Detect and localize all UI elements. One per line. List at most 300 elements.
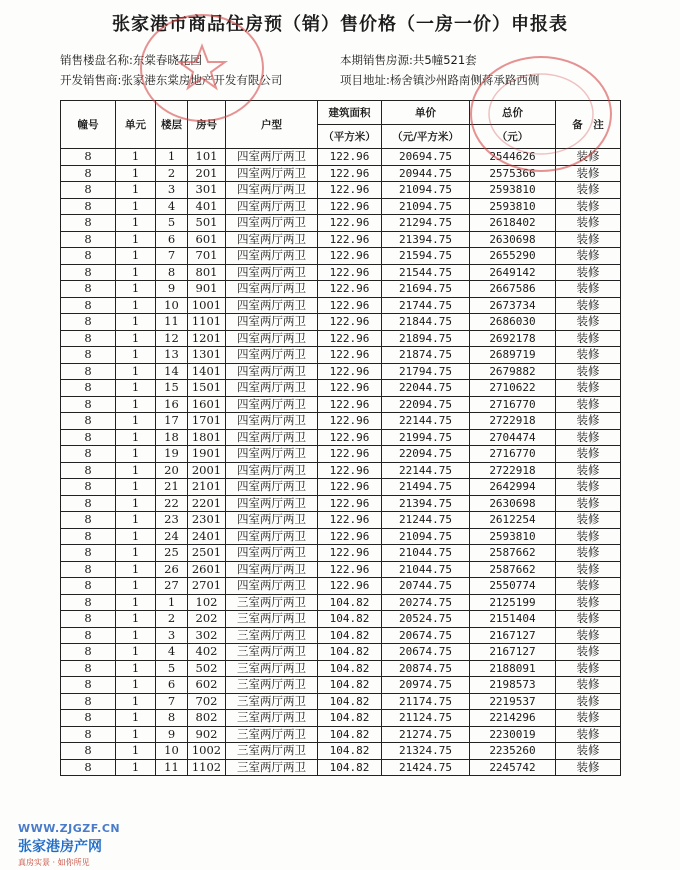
cell-total: 2704474	[470, 429, 556, 446]
cell-price: 22094.75	[382, 446, 470, 463]
cell-unit: 1	[116, 281, 156, 298]
table-row	[61, 677, 621, 694]
cell-area: 122.96	[318, 264, 382, 281]
table-row	[61, 363, 621, 380]
cell-layout: 三室两厅两卫	[226, 743, 318, 760]
cell-building: 8	[61, 165, 116, 182]
cell-price: 21744.75	[382, 297, 470, 314]
header-unit: 单元	[116, 101, 156, 149]
cell-building: 8	[61, 495, 116, 512]
table-row	[61, 693, 621, 710]
cell-room: 1001	[188, 297, 226, 314]
cell-building: 8	[61, 462, 116, 479]
project-name-line	[60, 52, 202, 68]
cell-area: 122.96	[318, 198, 382, 215]
cell-area: 122.96	[318, 248, 382, 265]
cell-floor: 2	[156, 611, 188, 628]
cell-layout: 四室两厅两卫	[226, 578, 318, 595]
cell-price: 20274.75	[382, 594, 470, 611]
cell-unit: 1	[116, 314, 156, 331]
table-row	[61, 611, 621, 628]
cell-room: 2601	[188, 561, 226, 578]
cell-price: 21794.75	[382, 363, 470, 380]
cell-layout: 四室两厅两卫	[226, 198, 318, 215]
cell-layout: 四室两厅两卫	[226, 495, 318, 512]
cell-total: 2167127	[470, 627, 556, 644]
cell-building: 8	[61, 363, 116, 380]
cell-area: 122.96	[318, 182, 382, 199]
cell-floor: 9	[156, 281, 188, 298]
cell-total: 2544626	[470, 149, 556, 166]
cell-total: 2655290	[470, 248, 556, 265]
cell-room: 1002	[188, 743, 226, 760]
cell-floor: 27	[156, 578, 188, 595]
cell-layout: 三室两厅两卫	[226, 611, 318, 628]
table-row	[61, 347, 621, 364]
table-row	[61, 149, 621, 166]
cell-total: 2692178	[470, 330, 556, 347]
cell-floor: 7	[156, 248, 188, 265]
cell-room: 702	[188, 693, 226, 710]
cell-building: 8	[61, 215, 116, 232]
cell-floor: 10	[156, 297, 188, 314]
cell-total: 2612254	[470, 512, 556, 529]
cell-unit: 1	[116, 710, 156, 727]
cell-remark: 装修	[556, 578, 621, 595]
cell-room: 301	[188, 182, 226, 199]
cell-price: 22144.75	[382, 462, 470, 479]
cell-area: 104.82	[318, 644, 382, 661]
cell-room: 201	[188, 165, 226, 182]
cell-remark: 装修	[556, 677, 621, 694]
cell-area: 122.96	[318, 528, 382, 545]
table-row	[61, 660, 621, 677]
cell-unit: 1	[116, 446, 156, 463]
cell-room: 1601	[188, 396, 226, 413]
cell-unit: 1	[116, 149, 156, 166]
cell-price: 22144.75	[382, 413, 470, 430]
table-row	[61, 528, 621, 545]
cell-building: 8	[61, 561, 116, 578]
cell-building: 8	[61, 396, 116, 413]
cell-remark: 装修	[556, 297, 621, 314]
cell-room: 602	[188, 677, 226, 694]
cell-price: 20944.75	[382, 165, 470, 182]
cell-floor: 1	[156, 149, 188, 166]
cell-unit: 1	[116, 248, 156, 265]
cell-floor: 6	[156, 677, 188, 694]
cell-unit: 1	[116, 660, 156, 677]
cell-room: 601	[188, 231, 226, 248]
table-row	[61, 578, 621, 595]
cell-remark: 装修	[556, 743, 621, 760]
cell-floor: 17	[156, 413, 188, 430]
address-value: 杨舍镇沙州路南侧蒋承路西侧	[389, 73, 540, 87]
header-layout: 户型	[226, 101, 318, 149]
cell-layout: 四室两厅两卫	[226, 248, 318, 265]
cell-building: 8	[61, 248, 116, 265]
cell-floor: 3	[156, 627, 188, 644]
cell-layout: 三室两厅两卫	[226, 644, 318, 661]
cell-floor: 21	[156, 479, 188, 496]
table-row	[61, 545, 621, 562]
cell-remark: 装修	[556, 512, 621, 529]
table-row	[61, 429, 621, 446]
cell-unit: 1	[116, 644, 156, 661]
cell-layout: 四室两厅两卫	[226, 165, 318, 182]
cell-price: 21324.75	[382, 743, 470, 760]
cell-building: 8	[61, 429, 116, 446]
cell-total: 2667586	[470, 281, 556, 298]
cell-room: 101	[188, 149, 226, 166]
cell-layout: 三室两厅两卫	[226, 660, 318, 677]
cell-remark: 装修	[556, 347, 621, 364]
cell-remark: 装修	[556, 710, 621, 727]
cell-building: 8	[61, 578, 116, 595]
cell-building: 8	[61, 743, 116, 760]
cell-area: 104.82	[318, 594, 382, 611]
cell-area: 104.82	[318, 743, 382, 760]
watermark-slogan: 真房实景 · 如你所见	[18, 858, 90, 867]
cell-building: 8	[61, 297, 116, 314]
price-table	[60, 100, 621, 776]
cell-floor: 5	[156, 660, 188, 677]
cell-building: 8	[61, 545, 116, 562]
cell-building: 8	[61, 380, 116, 397]
cell-layout: 三室两厅两卫	[226, 627, 318, 644]
cell-layout: 四室两厅两卫	[226, 330, 318, 347]
cell-unit: 1	[116, 545, 156, 562]
cell-unit: 1	[116, 182, 156, 199]
cell-floor: 25	[156, 545, 188, 562]
cell-area: 122.96	[318, 363, 382, 380]
table-row	[61, 215, 621, 232]
cell-area: 122.96	[318, 281, 382, 298]
cell-area: 104.82	[318, 726, 382, 743]
cell-area: 104.82	[318, 710, 382, 727]
cell-total: 2689719	[470, 347, 556, 364]
cell-building: 8	[61, 314, 116, 331]
batch-label: 本期销售房源:	[340, 53, 413, 67]
cell-area: 122.96	[318, 578, 382, 595]
cell-room: 1401	[188, 363, 226, 380]
cell-area: 122.96	[318, 231, 382, 248]
cell-area: 122.96	[318, 330, 382, 347]
table-row	[61, 165, 621, 182]
cell-total: 2630698	[470, 231, 556, 248]
header-area: 建筑面积	[318, 101, 382, 125]
cell-room: 701	[188, 248, 226, 265]
cell-price: 21094.75	[382, 182, 470, 199]
cell-total: 2167127	[470, 644, 556, 661]
cell-unit: 1	[116, 231, 156, 248]
cell-floor: 12	[156, 330, 188, 347]
cell-building: 8	[61, 512, 116, 529]
cell-room: 802	[188, 710, 226, 727]
cell-remark: 装修	[556, 627, 621, 644]
cell-price: 21894.75	[382, 330, 470, 347]
address-label: 项目地址:	[340, 73, 390, 87]
cell-unit: 1	[116, 693, 156, 710]
cell-layout: 四室两厅两卫	[226, 297, 318, 314]
cell-area: 104.82	[318, 627, 382, 644]
cell-price: 20674.75	[382, 644, 470, 661]
cell-floor: 13	[156, 347, 188, 364]
cell-total: 2230019	[470, 726, 556, 743]
cell-building: 8	[61, 413, 116, 430]
cell-remark: 装修	[556, 545, 621, 562]
cell-area: 122.96	[318, 429, 382, 446]
cell-layout: 四室两厅两卫	[226, 314, 318, 331]
cell-layout: 四室两厅两卫	[226, 149, 318, 166]
cell-layout: 四室两厅两卫	[226, 363, 318, 380]
header-building: 幢号	[61, 101, 116, 149]
cell-room: 2401	[188, 528, 226, 545]
table-row	[61, 644, 621, 661]
cell-area: 122.96	[318, 297, 382, 314]
cell-room: 1701	[188, 413, 226, 430]
cell-layout: 四室两厅两卫	[226, 462, 318, 479]
cell-remark: 装修	[556, 396, 621, 413]
table-row	[61, 413, 621, 430]
cell-remark: 装修	[556, 281, 621, 298]
cell-area: 122.96	[318, 215, 382, 232]
cell-floor: 14	[156, 363, 188, 380]
cell-floor: 9	[156, 726, 188, 743]
cell-total: 2649142	[470, 264, 556, 281]
cell-total: 2198573	[470, 677, 556, 694]
cell-price: 21124.75	[382, 710, 470, 727]
cell-floor: 18	[156, 429, 188, 446]
cell-price: 20744.75	[382, 578, 470, 595]
cell-building: 8	[61, 594, 116, 611]
cell-floor: 20	[156, 462, 188, 479]
cell-room: 1901	[188, 446, 226, 463]
cell-total: 2716770	[470, 396, 556, 413]
table-row	[61, 446, 621, 463]
cell-total: 2686030	[470, 314, 556, 331]
table-row	[61, 627, 621, 644]
cell-building: 8	[61, 693, 116, 710]
cell-remark: 装修	[556, 726, 621, 743]
cell-remark: 装修	[556, 215, 621, 232]
cell-total: 2679882	[470, 363, 556, 380]
cell-unit: 1	[116, 297, 156, 314]
cell-price: 21994.75	[382, 429, 470, 446]
cell-room: 501	[188, 215, 226, 232]
cell-room: 502	[188, 660, 226, 677]
cell-remark: 装修	[556, 149, 621, 166]
cell-price: 22094.75	[382, 396, 470, 413]
table-row	[61, 462, 621, 479]
cell-layout: 四室两厅两卫	[226, 396, 318, 413]
cell-total: 2587662	[470, 545, 556, 562]
table-row	[61, 710, 621, 727]
cell-room: 2001	[188, 462, 226, 479]
header-remark: 备 注	[556, 101, 621, 149]
cell-area: 122.96	[318, 314, 382, 331]
table-row	[61, 231, 621, 248]
cell-floor: 5	[156, 215, 188, 232]
cell-remark: 装修	[556, 759, 621, 776]
cell-area: 122.96	[318, 347, 382, 364]
cell-area: 104.82	[318, 693, 382, 710]
cell-layout: 四室两厅两卫	[226, 413, 318, 430]
table-header	[61, 101, 621, 149]
cell-remark: 装修	[556, 611, 621, 628]
cell-price: 21294.75	[382, 215, 470, 232]
table-row	[61, 330, 621, 347]
table-row	[61, 281, 621, 298]
cell-remark: 装修	[556, 594, 621, 611]
cell-total: 2125199	[470, 594, 556, 611]
cell-total: 2550774	[470, 578, 556, 595]
cell-remark: 装修	[556, 429, 621, 446]
cell-floor: 10	[156, 743, 188, 760]
table-row	[61, 198, 621, 215]
cell-area: 122.96	[318, 165, 382, 182]
cell-unit: 1	[116, 429, 156, 446]
cell-room: 1101	[188, 314, 226, 331]
table-row	[61, 380, 621, 397]
cell-room: 901	[188, 281, 226, 298]
cell-price: 21874.75	[382, 347, 470, 364]
cell-building: 8	[61, 611, 116, 628]
cell-building: 8	[61, 677, 116, 694]
cell-unit: 1	[116, 363, 156, 380]
cell-layout: 四室两厅两卫	[226, 561, 318, 578]
cell-price: 21494.75	[382, 479, 470, 496]
cell-room: 2701	[188, 578, 226, 595]
cell-building: 8	[61, 149, 116, 166]
cell-unit: 1	[116, 528, 156, 545]
cell-area: 104.82	[318, 611, 382, 628]
cell-floor: 4	[156, 198, 188, 215]
cell-price: 21394.75	[382, 495, 470, 512]
cell-total: 2593810	[470, 182, 556, 199]
batch-value: 共5幢521套	[412, 53, 477, 67]
cell-price: 21044.75	[382, 561, 470, 578]
cell-remark: 装修	[556, 182, 621, 199]
cell-building: 8	[61, 231, 116, 248]
header-price: 单价	[382, 101, 470, 125]
header-floor: 楼层	[156, 101, 188, 149]
cell-floor: 4	[156, 644, 188, 661]
cell-floor: 8	[156, 264, 188, 281]
cell-total: 2245742	[470, 759, 556, 776]
cell-room: 1301	[188, 347, 226, 364]
cell-floor: 8	[156, 710, 188, 727]
cell-unit: 1	[116, 347, 156, 364]
cell-total: 2219537	[470, 693, 556, 710]
cell-unit: 1	[116, 198, 156, 215]
cell-unit: 1	[116, 561, 156, 578]
cell-room: 1201	[188, 330, 226, 347]
cell-total: 2235260	[470, 743, 556, 760]
cell-remark: 装修	[556, 264, 621, 281]
cell-remark: 装修	[556, 528, 621, 545]
watermark-site: WWW.ZJGZF.CN	[18, 822, 121, 835]
cell-building: 8	[61, 198, 116, 215]
cell-building: 8	[61, 330, 116, 347]
cell-unit: 1	[116, 264, 156, 281]
cell-unit: 1	[116, 627, 156, 644]
table-row	[61, 495, 621, 512]
cell-building: 8	[61, 446, 116, 463]
cell-building: 8	[61, 627, 116, 644]
cell-remark: 装修	[556, 644, 621, 661]
cell-unit: 1	[116, 578, 156, 595]
cell-building: 8	[61, 759, 116, 776]
cell-total: 2618402	[470, 215, 556, 232]
cell-layout: 四室两厅两卫	[226, 545, 318, 562]
cell-total: 2722918	[470, 413, 556, 430]
cell-total: 2593810	[470, 528, 556, 545]
cell-remark: 装修	[556, 462, 621, 479]
cell-floor: 19	[156, 446, 188, 463]
cell-unit: 1	[116, 495, 156, 512]
cell-remark: 装修	[556, 231, 621, 248]
cell-price: 20974.75	[382, 677, 470, 694]
cell-unit: 1	[116, 330, 156, 347]
cell-price: 21694.75	[382, 281, 470, 298]
cell-floor: 6	[156, 231, 188, 248]
cell-floor: 23	[156, 512, 188, 529]
header-price-unit: （元/平方米）	[382, 125, 470, 149]
cell-layout: 四室两厅两卫	[226, 182, 318, 199]
cell-layout: 四室两厅两卫	[226, 446, 318, 463]
cell-layout: 四室两厅两卫	[226, 512, 318, 529]
developer-label: 开发销售商:	[60, 73, 122, 87]
cell-layout: 三室两厅两卫	[226, 677, 318, 694]
table-row	[61, 512, 621, 529]
cell-building: 8	[61, 264, 116, 281]
cell-layout: 三室两厅两卫	[226, 710, 318, 727]
table-row	[61, 759, 621, 776]
cell-room: 402	[188, 644, 226, 661]
cell-building: 8	[61, 528, 116, 545]
site-watermark	[18, 822, 120, 868]
cell-price: 21844.75	[382, 314, 470, 331]
cell-floor: 11	[156, 314, 188, 331]
cell-price: 20694.75	[382, 149, 470, 166]
cell-price: 21094.75	[382, 198, 470, 215]
cell-price: 20524.75	[382, 611, 470, 628]
cell-building: 8	[61, 479, 116, 496]
cell-price: 21394.75	[382, 231, 470, 248]
cell-total: 2214296	[470, 710, 556, 727]
table-row	[61, 743, 621, 760]
cell-unit: 1	[116, 594, 156, 611]
cell-remark: 装修	[556, 314, 621, 331]
cell-area: 122.96	[318, 413, 382, 430]
cell-unit: 1	[116, 462, 156, 479]
table-row	[61, 182, 621, 199]
cell-unit: 1	[116, 215, 156, 232]
cell-layout: 三室两厅两卫	[226, 594, 318, 611]
cell-building: 8	[61, 182, 116, 199]
cell-remark: 装修	[556, 198, 621, 215]
cell-price: 21044.75	[382, 545, 470, 562]
cell-total: 2716770	[470, 446, 556, 463]
cell-area: 122.96	[318, 495, 382, 512]
cell-room: 401	[188, 198, 226, 215]
cell-remark: 装修	[556, 413, 621, 430]
cell-total: 2593810	[470, 198, 556, 215]
cell-remark: 装修	[556, 380, 621, 397]
cell-total: 2673734	[470, 297, 556, 314]
cell-room: 1501	[188, 380, 226, 397]
